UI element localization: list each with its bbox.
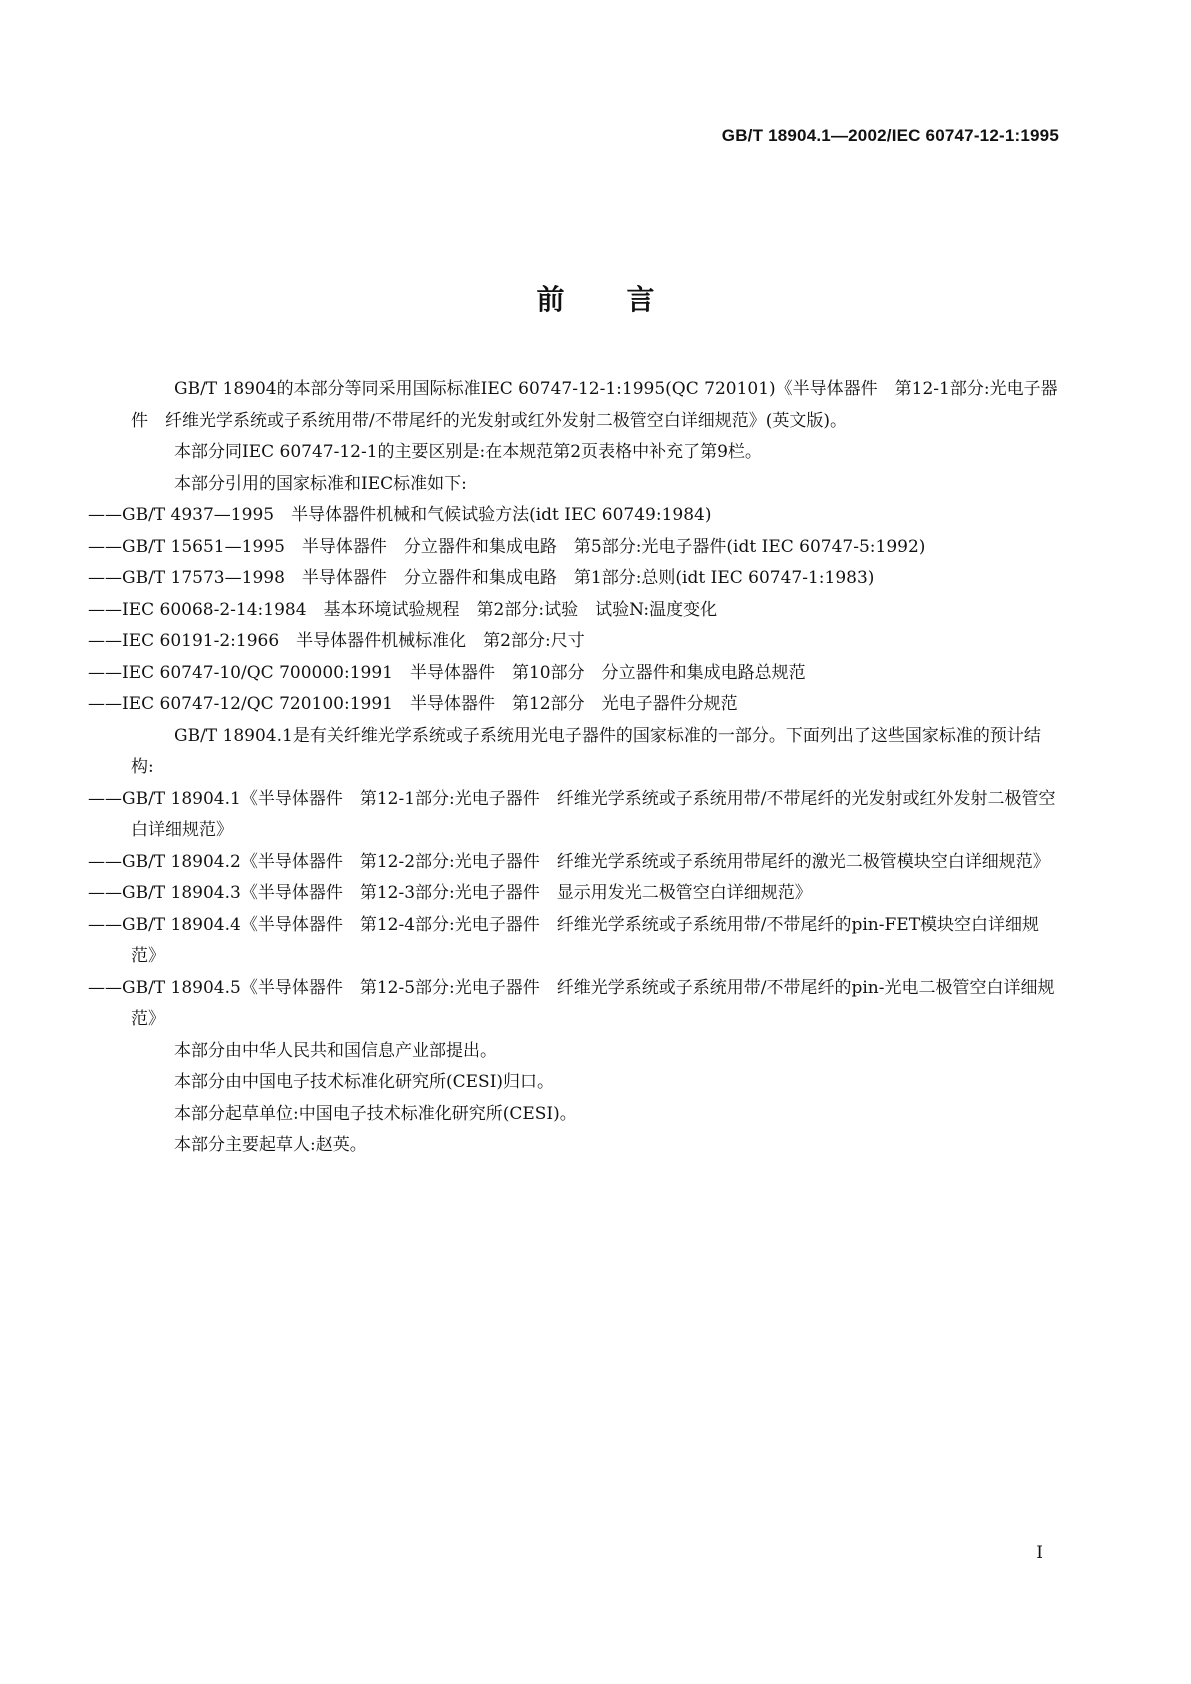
reference-item: ——IEC 60747-12/QC 720100:1991 半导体器件 第12部分 光电子器件分规范 — [88, 694, 738, 714]
reference-item: ——GB/T 4937—1995 半导体器件机械和气候试验方法(idt IEC 60749:1984) — [88, 505, 712, 525]
paragraph-references-intro: 本部分引用的国家标准和IEC标准如下: — [174, 473, 467, 494]
page-number: I — [1036, 1543, 1043, 1563]
document-code: GB/T 18904.1—2002/IEC 60747-12-1:1995 — [721, 126, 1059, 145]
foreword-body — [88, 374, 1061, 1162]
paragraph-drafting-unit: 本部分起草单位:中国电子技术标准化研究所(CESI)。 — [174, 1103, 577, 1124]
reference-item: ——GB/T 15651—1995 半导体器件 分立器件和集成电路 第5部分:光电子器件(idt IEC 60747-5:1992) — [88, 536, 926, 557]
paragraph-structure-intro: GB/T 18904.1是有关纤维光学系统或子系统用光电子器件的国家标准的一部分。下面列出了这些国家标准的预计结构: — [131, 725, 1041, 777]
paragraph-adoption: GB/T 18904的本部分等同采用国际标准IEC 60747-12-1:1995(QC 720101)《半导体器件 第12-1部分:光电子器件 纤维光学系统或子系统用带/不带尾纤的光发射或红外发射二极管空白详细规范》(英文版)。 — [131, 379, 1058, 431]
structure-item: ——GB/T 18904.3《半导体器件 第12-3部分:光电子器件 显示用发光二极管空白详细规范》 — [88, 883, 812, 903]
reference-item: ——IEC 60068-2-14:1984 基本环境试验规程 第2部分:试验 试验N:温度变化 — [88, 599, 718, 620]
structure-item: ——GB/T 18904.5《半导体器件 第12-5部分:光电子器件 纤维光学系统或子系统用带/不带尾纤的pin-光电二极管空白详细规范》 — [88, 977, 1055, 1029]
reference-item: ——GB/T 17573—1998 半导体器件 分立器件和集成电路 第1部分:总则(idt IEC 60747-1:1983) — [88, 568, 875, 588]
reference-item: ——IEC 60191-2:1966 半导体器件机械标准化 第2部分:尺寸 — [88, 631, 585, 651]
structure-item: ——GB/T 18904.4《半导体器件 第12-4部分:光电子器件 纤维光学系统或子系统用带/不带尾纤的pin-FET模块空白详细规范》 — [88, 914, 1040, 966]
page-title: 前言 — [536, 283, 717, 316]
paragraph-proposer: 本部分由中华人民共和国信息产业部提出。 — [174, 1040, 497, 1061]
reference-item: ——IEC 60747-10/QC 700000:1991 半导体器件 第10部分 分立器件和集成电路总规范 — [88, 662, 806, 683]
paragraph-centralized: 本部分由中国电子技术标准化研究所(CESI)归口。 — [174, 1072, 555, 1092]
structure-item: ——GB/T 18904.2《半导体器件 第12-2部分:光电子器件 纤维光学系统或子系统用带尾纤的激光二极管模块空白详细规范》 — [88, 851, 1050, 872]
paragraph-drafter: 本部分主要起草人:赵英。 — [174, 1135, 367, 1155]
structure-item: ——GB/T 18904.1《半导体器件 第12-1部分:光电子器件 纤维光学系统或子系统用带/不带尾纤的光发射或红外发射二极管空白详细规范》 — [88, 788, 1056, 840]
paragraph-difference: 本部分同IEC 60747-12-1的主要区别是:在本规范第2页表格中补充了第9栏。 — [174, 442, 762, 462]
